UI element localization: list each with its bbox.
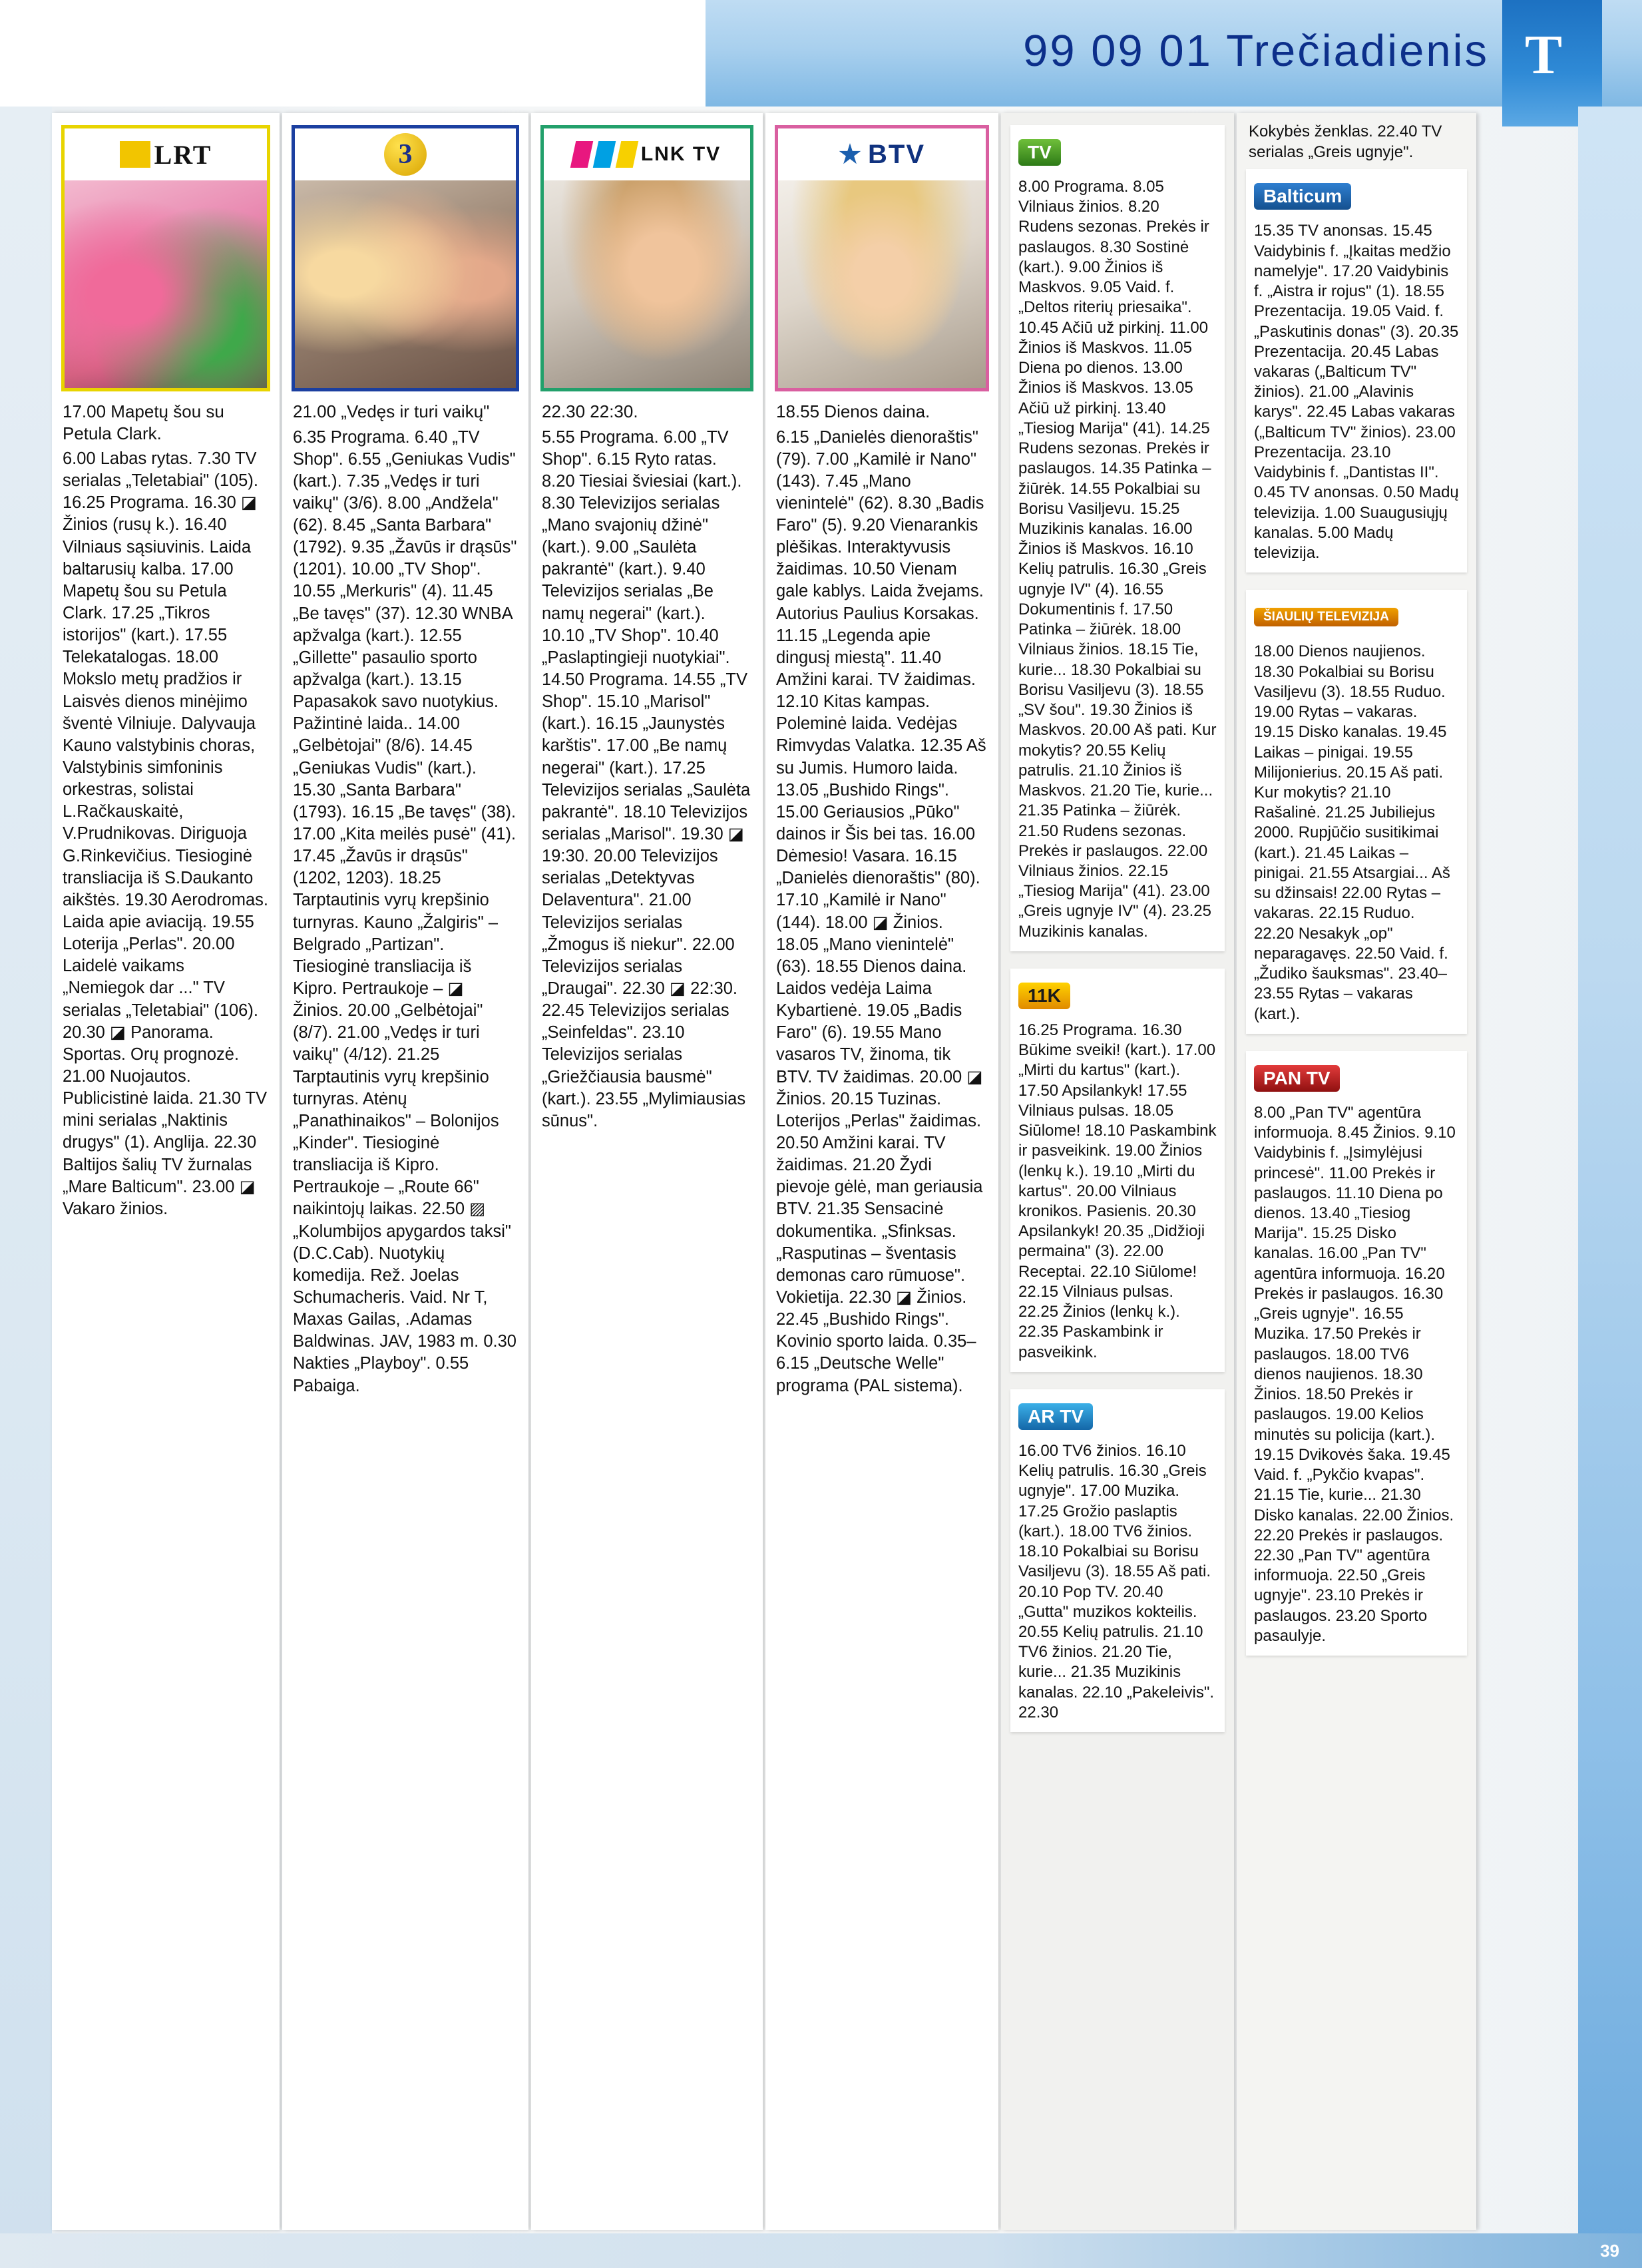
siauliu-schedule: 18.00 Dienos naujienos. 18.30 Pokalbiai su Borisu Vasiljevu (3). 18.55 Ruduo. 19.00 Rytas – vakaras. 19.15 Disko kanalas. 19.45 Laikas – pinigai. 19.55 Milijonierius. 20.15 Aš pati. Kur mokytis? 21.10 Rašalinė. 21.25 Jubiliejus 2000. Rupjūčio susitikimai (kart.). 21.45 Laikas – pinigai. 21.55 Atsargiai... Aš su džinsais! 22.00 Rytas – vakaras. 22.15 Ruduo. 22.20 Nesakyk „op" neparagavęs. 22.50 Vaid. f. „Žudiko šauksmas". 23.40–23.55 Rytas – vakaras (kart.). [1254,642,1450,1023]
ar-tv-schedule: 16.00 TV6 žinios. 16.10 Kelių patrulis. 16.30 „Greis ugnyje". 17.00 Muzika. 17.25 Grožio paslaptis (kart.). 18.00 TV6 žinios. 18.10 Pokalbiai su Borisu Vasiljevu (3). 18.55 Aš pati. 20.10 Pop TV. 20.40 „Gutta" muzikos kokteilis. 20.55 Kelių patrulis. 21.10 TV6 žinios. 21.20 Tie, kurie... 21.35 Muzikinis kanalas. 22.10 „Pakeleivis". 22.30 [1018,1441,1215,1721]
lnk-mark-1 [570,141,594,168]
lnk-tv-logo: LNK TV [573,141,721,168]
bottom-band [0,2233,1642,2268]
small-stations-column [1001,113,1234,2230]
lrt-logo-strip [65,128,267,180]
tv3-logo-strip [295,128,516,180]
lnk-photo [544,180,750,388]
btv-schedule: 6.15 „Danielės dienoraštis" (79). 7.00 „Kamilė ir Nano" (143). 7.45 „Mano vienintelė" (62). 8.30 „Badis Faro" (5). 9.20 Vienarankis plėšikas. Interaktyvusis žaidimas. 10.50 Vienam gale kablys. Laida žvejams. Autorius Paulius Korsakas. 11.15 „Legenda apie dingusį miestą". 11.40 Amžini karai. TV žaidimas. 12.10 Kitas kampas. Poleminė laida. Vedėjas Rimvydas Valatka. 12.35 Aš su Jumis. Humoro laida. 13.05 „Bushido Rings". 15.00 Geriausios „Pūko" dainos ir Šis bei tas. 16.00 Dėmesio! Vasara. 16.15 „Danielės dienoraštis" (80). 17.10 „Kamilė ir Nano" (144). 18.00 ◪ Žinios. 18.05 „Mano vienintelė" (63). 18.55 Dienos daina. Laidos vedėja Laima Kybartienė. 19.05 „Badis Faro" (6). 19.55 Mano vasaros TV, žinoma, tik BTV. TV žaidimas. 20.00 ◪ Žinios. 20.15 Tuzinas. Loterijos „Perlas" žaidimas. 20.50 Amžini karai. TV žaidimas. 21.20 Žydi pievoje gėlė, man geriausia BTV. 21.35 Sensacinė dokumentika. „Sfinksas. „Rasputinas – šventasis demonas caro rūmuose". Vokietija. 22.30 ◪ Žinios. 22.45 „Bushido Rings". Kovinio sporto laida. 0.35–6.15 „Deutsche Welle" programa (PAL sistema). [776,427,986,1395]
tv3-image-box [292,125,519,391]
page-date: 99 09 01 Trečiadienis [1023,26,1489,76]
station-block-siauliu [1246,590,1467,1033]
tv1-logo: TV [1018,139,1061,166]
channel-column-btv [765,113,998,2230]
station-block-pantv [1246,1051,1467,1656]
lrt-photo [65,180,267,388]
lnk-schedule: 5.55 Programa. 6.00 „TV Shop". 6.15 Ryto ratas. 8.20 Tiesiai šviesiai (kart.). 8.30 Televizijos serialas „Mano svajonių džinė" (kart.). 9.00 „Saulėta pakrantė" (kart.). 9.40 Televizijos serialas „Be namų negerai" (kart.). 10.10 „TV Shop". 10.40 „Paslaptingieji nuotykiai". 14.50 Programa. 14.55 „TV Shop". 15.10 „Marisol" (kart.). 16.15 „Jaunystės karštis". 17.00 „Be namų negerai" (kart.). 17.25 Televizijos serialas „Saulėta pakrantė". 18.10 Televizijos serialas „Marisol". 19.30 ◪ 19:30. 20.00 Televizijos serialas „Detektyvas Delaventura". 21.00 Televizijos serialas „Žmogus iš niekur". 22.00 Televizijos serialas „Draugai". 22.30 ◪ 22:30. 22.45 Televizijos serialas „Seinfeldas". 23.10 Televizijos serialas „Griežčiausia bausmė" (kart.). 23.55 „Mylimiausias sūnus". [542,427,751,1130]
station-block-artv [1010,1389,1225,1732]
siauliu-televizija-logo: ŠIAULIŲ TELEVIZIJA [1254,608,1398,626]
btv-logo-strip [778,128,986,180]
station-block-balticum [1246,169,1467,572]
pan-tv-schedule: 8.00 „Pan TV" agentūra informuoja. 8.45 Žinios. 9.10 Vaidybinis f. „Įsimylėjusi princesė". 11.00 Prekės ir paslaugos. 11.10 Diena po dienos. 13.40 „Tiesiog Marija". 15.25 Disko kanalas. 16.00 „Pan TV" agentūra informuoja. 16.20 Prekės ir paslaugos. 16.30 „Greis ugnyje". 16.55 Muzika. 17.50 Prekės ir paslaugos. 18.00 TV6 dienos naujienos. 18.30 Žinios. 18.50 Prekės ir paslaugos. 19.00 Kelios minutės su policija (kart.). 19.15 Dvikovės šaka. 19.45 Vaid. f. „Pykčio kvapas". 21.15 Tie, kurie... 21.30 Disko kanalas. 22.00 Žinios. 22.20 Prekės ir paslaugos. 22.30 „Pan TV" agentūra informuoja. 22.50 „Greis ugnyje". 23.10 Prekės ir paslaugos. 23.20 Sporto pasaulyje. [1254,1103,1456,1645]
tv1-schedule: 8.00 Programa. 8.05 Vilniaus žinios. 8.20 Rudens sezonas. Prekės ir paslaugos. 8.30 Sostinė (kart.). 9.00 Žinios iš Maskvos. 9.05 Vaid. f. „Deltos riterių priesaika". 10.45 Ačiū už pirkinį. 11.00 Žinios iš Maskvos. 11.05 Diena po dienos. 13.00 Žinios iš Maskvos. 13.05 Ačiū už pirkinį. 13.40 „Tiesiog Marija" (41). 14.25 Rudens sezonas. Prekės ir paslaugos. 14.35 Patinka – žiūrėk. 14.55 Pokalbiai su Borisu Vasiljevu. 15.25 Muzikinis kanalas. 16.00 Žinios iš Maskvos. 16.10 Kelių patrulis. 16.30 „Greis ugnyje IV" (4). 16.55 Dokumentinis f. 17.50 Patinka – žiūrėk. 18.00 Vilniaus žinios. 18.15 Tie, kurie... 18.30 Pokalbiai su Borisu Vasiljevu (3). 18.55 „SV šou". 19.30 Žinios iš Maskvos. 20.00 Aš pati. Kur mokytis? 20.55 Kelių patrulis. 21.10 Žinios iš Maskvos. 21.20 Tie, kurie... 21.35 Patinka – žiūrėk. 21.50 Rudens sezonas. Prekės ir paslaugos. 22.00 Vilniaus žinios. 22.15 „Tiesiog Marija" (41). 23.00 „Greis ugnyje IV" (4). 23.25 Muzikinis kanalas. [1018,178,1217,941]
lrt-highlight: 17.00 Mapetų šou su Petula Clark. [63,401,224,443]
header-white-block [0,0,706,107]
kokybes-zenklas-note: Kokybės ženklas. 22.40 TV serialas „Greis ugnyje". [1249,122,1442,162]
right-stations-column [1237,113,1476,2230]
lnk-logo-strip [544,128,750,180]
spacer-4 [1237,1034,1476,1051]
tv3-highlight: 21.00 „Vedęs ir turi vaikų" [293,401,490,421]
11k-logo-row [1018,975,1217,1017]
spacer-2 [1001,1372,1234,1389]
tv3-photo [295,180,516,388]
left-margin-band [0,107,52,2268]
btv-image-box [775,125,989,391]
lnk-highlight: 22.30 22:30. [542,401,638,421]
btv-photo [778,180,986,388]
lrt-schedule: 6.00 Labas rytas. 7.30 TV serialas „Teletabiai" (105). 16.25 Programa. 16.30 ◪ Žinios (rusų k.). 16.40 Vilniaus sąsiuvinis. Laida baltarusių kalba. 17.00 Mapetų šou su Petula Clark. 17.25 „Tikros istorijos" (kart.). 17.55 Telekatalogas. 18.00 Mokslo metų pradžios ir Laisvės dienos minėjimo šventė Vilniuje. Dalyvauja Kauno valstybinis choras, Valstybinis simfoninis orkestras, solistai L.Račkauskaitė, V.Prudnikovas. Diriguoja G.Rinkevičius. Tiesioginė transliacija iš S.Daukanto aikštės. 19.30 Aerodromas. Laida apie aviaciją. 19.55 Loterija „Perlas". 20.00 Laidelė vaikams „Nemiegok dar ..." TV serialas „Teletabiai" (106). 20.30 ◪ Panorama. Sportas. Orų prognozė. 21.00 Nuojautos. Publicistinė laida. 21.30 TV mini serialas „Naktinis drugys" (1). Anglija. 22.30 Baltijos šalių TV žurnalas „Mare Balticum". 23.00 ◪ Vakaro žinios. [63,449,269,1218]
btv-star-icon [839,143,861,166]
right-margin-band [1578,107,1642,2268]
btv-highlight: 18.55 Dienos daina. [776,401,930,421]
spacer-3 [1237,572,1476,590]
pan-tv-logo-row [1254,1058,1459,1099]
balticum-schedule: 15.35 TV anonsas. 15.45 Vaidybinis f. „Įkaitas medžio namelyje". 17.20 Vaidybinis f. „Aistra ir rojus" (1). 18.55 Prezentacija. 19.05 Vaid. f. „Paskutinis donas" (3). 20.35 Prezentacija. 20.45 Labas vakaras („Balticum TV" žinios). 21.00 „Alavinis karys". 22.45 Labas vakaras („Balticum TV" žinios). 23.00 Prezentacija. 23.10 Vaidybinis f. „Dantistas II". 0.45 TV anonsas. 0.50 Madų televizija. 1.00 Suaugusiųjų kanalas. 5.00 Madų televizija. [1254,222,1459,563]
lnk-mark-3 [616,141,639,168]
ar-tv-logo-row [1018,1396,1217,1437]
lnk-mark-2 [593,141,616,168]
tv3-logo: 3 [384,133,427,176]
page-header [0,0,1642,107]
lnk-image-box [540,125,753,391]
station-block-11k [1010,969,1225,1372]
channel-column-lnk [531,113,763,2230]
balticum-logo-row [1254,176,1459,217]
station-block-tv1 [1010,125,1225,951]
page-number: 39 [1600,2241,1619,2261]
siauliu-logo-row [1254,596,1459,638]
11k-logo: 11K [1018,983,1070,1009]
magazine-logo-letter: T [1525,24,1563,86]
channel-column-lrt [52,113,280,2230]
pan-tv-logo: PAN TV [1254,1065,1340,1092]
balticum-tv-logo: Balticum [1254,183,1351,210]
spacer-1 [1001,951,1234,969]
lrt-logo: LRT [120,139,212,170]
11k-schedule: 16.25 Programa. 16.30 Būkime sveiki! (kart.). 17.00 „Mirti du kartus" (kart.). 17.50 Apsilankyk! 17.55 Vilniaus pulsas. 18.05 Siūlome! 18.10 Paskambink ir pasveikink. 19.00 Žinios (lenkų k.). 19.10 „Mirti du kartus". 20.00 Vilniaus kronikos. Pasienis. 20.30 Apsilankyk! 20.35 „Didžioji permaina" (3). 22.00 Receptai. 22.10 Siūlome! 22.15 Vilniaus pulsas. 22.25 Žinios (lenkų k.). 22.35 Paskambink ir pasveikink. [1018,1021,1217,1361]
btv-logo: BTV [839,140,925,170]
lrt-image-box [61,125,270,391]
tv1-logo-row [1018,132,1217,173]
tv3-schedule: 6.35 Programa. 6.40 „TV Shop". 6.55 „Geniukas Vudis" (kart.). 7.35 „Vedęs ir turi vaikų" (3/6). 8.00 „Andžela" (62). 8.45 „Santa Barbara" (1792). 9.35 „Žavūs ir drąsūs" (1201). 10.00 „TV Shop". 10.55 „Merkuris" (4). 11.45 „Be tavęs" (37). 12.30 WNBA apžvalga (kart.). 12.55 „Gillette" pasaulio sporto apžvalga (kart.). 13.15 Papasakok savo nuotykius. Pažintinė laida.. 14.00 „Gelbėtojai" (8/6). 14.45 „Geniukas Vudis" (kart.). 15.30 „Santa Barbara" (1793). 16.15 „Be tavęs" (38). 17.00 „Kita meilės pusė" (41). 17.45 „Žavūs ir drąsūs" (1202, 1203). 18.25 Tarptautinis vyrų krepšinio turnyras. Kauno „Žalgiris" – Belgrado „Partizan". Tiesioginė transliacija iš Kipro. Pertraukoje – ◪ Žinios. 20.00 „Gelbėtojai" (8/7). 21.00 „Vedęs ir turi vaikų" (4/12). 21.25 Tarptautinis vyrų krepšinio turnyras. Atėnų „Panathinaikos" – Bolonijos „Kinder". Tiesioginė transliacija iš Kipro. Pertraukoje – „Route 66" naikintojų laikas. 22.50 ▨ „Kolumbijos apygardos taksi" (D.C.Cab). Nuotykių komedija. Rež. Joelas Schumacheris. Vaid. Nr T, Maxas Gailas, .Adamas Baldwinas. JAV, 1983 m. 0.30 Nakties „Playboy". 0.55 Pabaiga. [293,427,517,1395]
channel-column-tv3 [282,113,528,2230]
ar-tv-logo: AR TV [1018,1403,1093,1430]
